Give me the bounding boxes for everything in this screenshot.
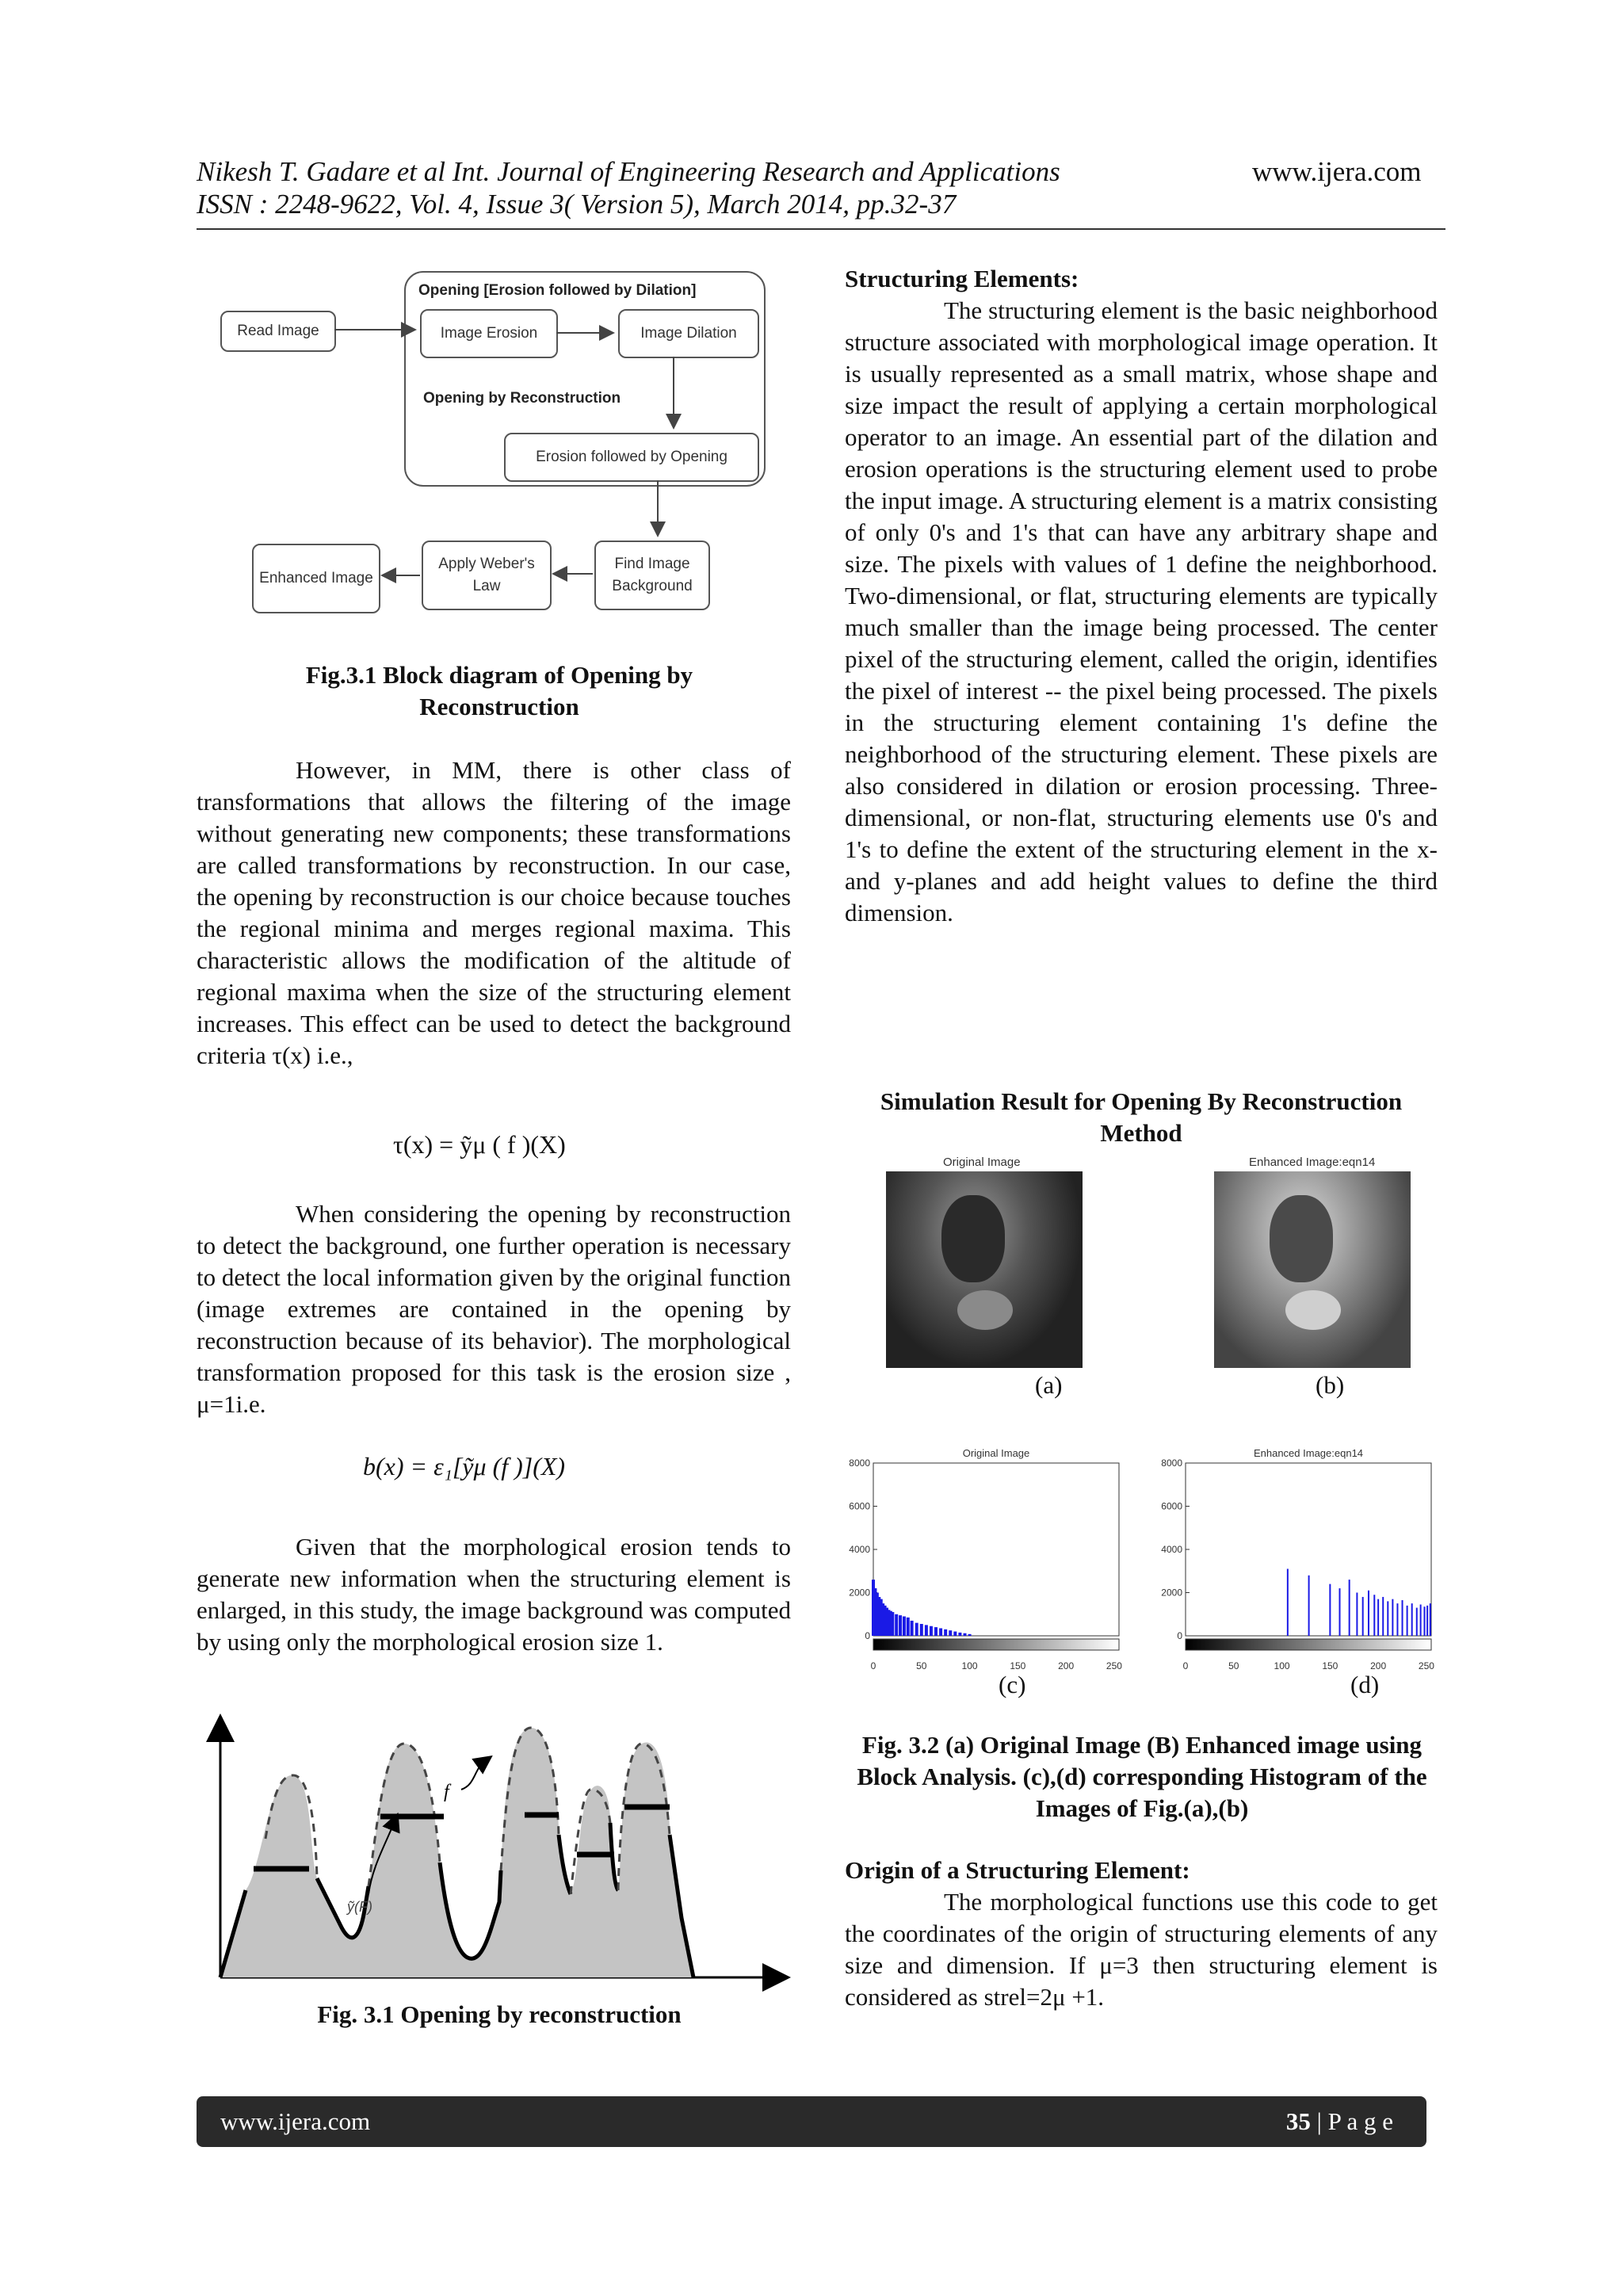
enhanced-figure-shape	[1270, 1195, 1333, 1282]
original-image	[886, 1171, 1083, 1368]
footer-page	[1286, 2107, 1393, 2136]
hist-colorbar-0	[873, 1639, 1119, 1650]
hist-colorbar-1	[1186, 1639, 1431, 1650]
footer-page-label: | P a g e	[1310, 2107, 1393, 2135]
header-journal-line: Nikesh T. Gadare et al Int. Journal of Engineering Research and Applications	[197, 156, 1060, 187]
hist-xtick-label-0-2: 100	[961, 1660, 978, 1671]
image-erosion-box: Image Erosion	[420, 309, 558, 358]
origin-paragraph-text: The morphological functions use this code to get the coordinates of the origin of structuring elements of any size and dimension. If μ=3 then structuring element is considered as strel=2μ +1.	[845, 1888, 1438, 2011]
label-b: (b)	[1316, 1371, 1345, 1399]
hist-xtick-label-1-2: 100	[1274, 1660, 1290, 1671]
reconstruction-profile-figure	[206, 1696, 792, 1997]
hist-plot-area-0	[873, 1463, 1119, 1636]
equation-tau: τ(x) = ỹμ ( f )(X)	[393, 1130, 566, 1159]
fig32-caption: Fig. 3.2 (a) Original Image (B) Enhanced image using Block Analysis. (c),(d) corresponding Histogram of the Images of Fig.(a),(b)	[857, 1731, 1427, 1822]
hist-ytick-label-1-0: 0	[1177, 1630, 1182, 1641]
enhanced-image-box: Enhanced Image	[252, 544, 380, 613]
hist-xtick-label-0-5: 250	[1106, 1660, 1122, 1671]
left-para-3	[197, 1531, 791, 1658]
obr-label: Opening by Reconstruction	[423, 390, 621, 407]
image-dilation-box: Image Dilation	[618, 309, 759, 358]
hist-xtick-label-1-1: 50	[1228, 1660, 1239, 1671]
block-diagram	[214, 262, 785, 634]
left-para-1-text: However, in MM, there is other class of transformations that allows the filtering of the image without generating new components; these transformations are called transformations by reconstruction. In our case, the opening by reconstruction is our choice because touches the regional minima and merges regional maxima. This characteristic allows the modification of the altitude of regional maxima when the size of the structuring element increases. This effect can be used to detect the background criteria τ(x) i.e.,	[197, 756, 791, 1069]
structuring-heading: Structuring Elements:	[845, 265, 1079, 292]
origin-heading: Origin of a Structuring Element:	[845, 1856, 1190, 1884]
img-a-title: Original Image	[943, 1156, 1021, 1169]
left-para-1	[197, 755, 791, 1072]
hist-ytick-label-1-4: 8000	[1161, 1457, 1182, 1469]
histogram-enhanced	[1149, 1442, 1450, 1672]
label-a: (a)	[1035, 1371, 1063, 1399]
enhanced-hands-shape	[1285, 1290, 1341, 1330]
img-b-title: Enhanced Image:eqn14	[1249, 1156, 1376, 1169]
fig31b-caption: Fig. 3.1 Opening by reconstruction	[317, 2000, 682, 2028]
left-para-2	[197, 1198, 791, 1420]
page-footer	[197, 2096, 1426, 2147]
hist-title-1: Enhanced Image:eqn14	[1253, 1447, 1364, 1459]
footer-site: www.ijera.com	[220, 2107, 371, 2135]
hist-xtick-label-1-4: 200	[1370, 1660, 1387, 1671]
hist-xtick-label-1-0: 0	[1182, 1660, 1189, 1671]
original-figure-shape	[941, 1195, 1005, 1282]
header-issn-line: ISSN : 2248-9622, Vol. 4, Issue 3( Version 5), March 2014, pp.32-37	[197, 189, 957, 220]
find-background-box: Find Image Background	[594, 541, 710, 610]
hist-xtick-label-1-5: 250	[1418, 1660, 1434, 1671]
hist-ytick-label-0-3: 6000	[849, 1500, 870, 1512]
footer-page-number: 35	[1285, 2107, 1311, 2135]
header-rule	[197, 228, 1445, 230]
origin-paragraph	[845, 1886, 1438, 2013]
equation-bx: b(x) = ε₁[ỹμ (f )](X)	[363, 1452, 566, 1480]
histogram-original	[837, 1442, 1138, 1672]
hist-ytick-label-0-1: 2000	[849, 1587, 870, 1599]
header-site: www.ijera.com	[1252, 156, 1422, 187]
fig31-caption: Fig.3.1 Block diagram of Opening by Reconstruction	[305, 661, 693, 720]
hist-xtick-label-0-3: 150	[1010, 1660, 1026, 1671]
read-image-box: Read Image	[220, 311, 336, 352]
hist-ytick-label-0-0: 0	[865, 1630, 870, 1641]
structuring-paragraph-text: The structuring element is the basic neighborhood structure associated with morphological image operation. It is usually represented as a small matrix, whose shape and size impact the result of applying a certain morphological operator to an image. An essential part of the dilation and erosion operations is the structuring element used to probe the input image. A structuring element is a matrix consisting of only 0's and 1's that can have any arbitrary shape and size. The pixels with values of 1 define the neighborhood. Two-dimensional, or flat, structuring elements are typically much smaller than the image being processed. The center pixel of the structuring element, called the origin, identifies the pixel of interest -- the pixel being processed. The pixels in the structuring element containing 1's define the neighborhood of the structuring element. These pixels are also considered in dilation or erosion processing. Three-dimensional, or non-flat, structuring elements use 0's and 1's to define the extent of the structuring element in the x- and y-planes and add height values to define the third dimension.	[845, 296, 1438, 926]
hist-ytick-label-1-1: 2000	[1161, 1587, 1182, 1599]
label-c: (c)	[999, 1671, 1026, 1698]
simulation-heading: Simulation Result for Opening By Reconstruction Method	[880, 1087, 1403, 1147]
block-diagram-arrows	[214, 262, 785, 634]
hist-ytick-label-0-4: 8000	[849, 1457, 870, 1469]
hist-title-0: Original Image	[962, 1447, 1030, 1459]
original-hands-shape	[957, 1290, 1013, 1330]
hist-xtick-label-0-1: 50	[916, 1660, 927, 1671]
apply-weber-box: Apply Weber's Law	[422, 541, 552, 610]
hist-ytick-label-0-2: 4000	[849, 1544, 870, 1555]
label-y-tilde: ỹ(F)	[347, 1899, 372, 1915]
hist-ytick-label-1-3: 6000	[1161, 1500, 1182, 1512]
hist-xtick-label-0-0: 0	[870, 1660, 876, 1671]
left-para-3-text: Given that the morphological erosion tends to generate new information when the structuring element is enlarged, in this study, the image background was computed by using only the morphological erosion size 1.	[197, 1533, 791, 1656]
hist-ytick-label-1-2: 4000	[1161, 1544, 1182, 1555]
running-header	[197, 155, 1060, 220]
label-d: (d)	[1350, 1671, 1380, 1698]
erosion-opening-box: Erosion followed by Opening	[504, 433, 759, 482]
label-f: f	[444, 1782, 449, 1802]
opening-title: Opening [Erosion followed by Dilation]	[418, 282, 697, 299]
hist-xtick-label-0-4: 200	[1058, 1660, 1075, 1671]
hist-xtick-label-1-3: 150	[1322, 1660, 1338, 1671]
structuring-paragraph	[845, 295, 1438, 929]
enhanced-image	[1214, 1171, 1411, 1368]
left-para-2-text: When considering the opening by reconstruction to detect the background, one further operation is necessary to detect the local information given by the original function (image extremes are contained in the opening by reconstruction because of its behavior). The morphological transformation proposed for this task is the erosion size , μ=1i.e.	[197, 1200, 791, 1418]
arrow-label-f	[461, 1761, 485, 1790]
